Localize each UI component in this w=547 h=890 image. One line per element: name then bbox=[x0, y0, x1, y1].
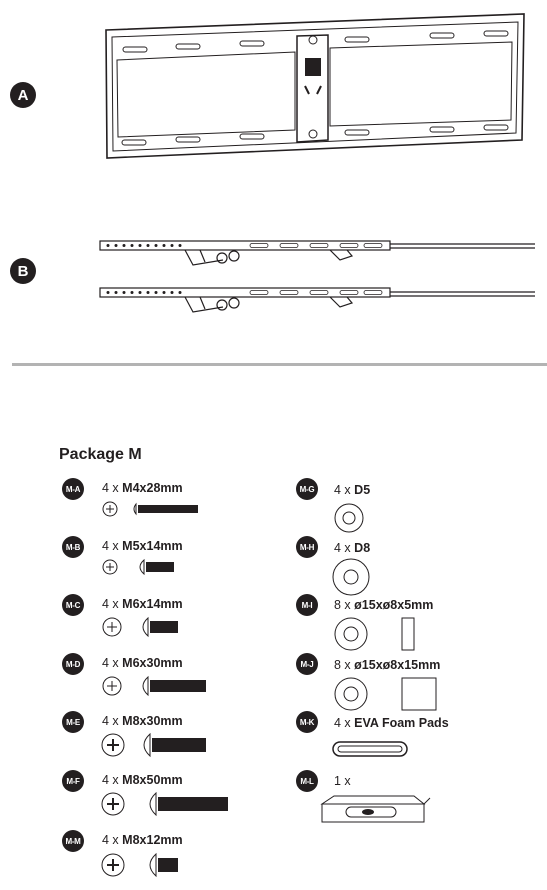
screw-mf-icon bbox=[100, 791, 230, 819]
part-label-ml: 1 x bbox=[334, 774, 351, 788]
part-label-me: 4 x M8x30mm bbox=[102, 714, 183, 728]
part-badge-mi: M-I bbox=[296, 594, 318, 616]
screw-mb-icon bbox=[100, 558, 210, 580]
package-title: Package M bbox=[59, 446, 142, 463]
part-label-mh: 4 x D8 bbox=[334, 541, 371, 555]
part-label-mg: 4 x D5 bbox=[334, 483, 371, 497]
spirit-level-ml-icon bbox=[322, 792, 432, 828]
part-label-mi: 8 x ø15xø8x5mm bbox=[334, 598, 434, 612]
section-divider bbox=[12, 363, 547, 366]
part-badge-me: M-E bbox=[62, 711, 84, 733]
part-badge-mb: M-B bbox=[62, 536, 84, 558]
part-badge-mj: M-J bbox=[296, 653, 318, 675]
part-badge-mm: M-M bbox=[62, 830, 84, 852]
part-label-ma: 4 x M4x28mm bbox=[102, 481, 183, 495]
spacer-mi-icon bbox=[334, 617, 424, 653]
part-badge-ml: M-L bbox=[296, 770, 318, 792]
part-badge-ma: M-A bbox=[62, 478, 84, 500]
part-badge-md: M-D bbox=[62, 653, 84, 675]
part-badge-mf: M-F bbox=[62, 770, 84, 792]
part-label-md: 4 x M6x30mm bbox=[102, 656, 183, 670]
part-label-mk: 4 x EVA Foam Pads bbox=[334, 716, 449, 730]
section-b-badge: B bbox=[10, 258, 36, 284]
washer-mg-icon bbox=[334, 503, 364, 533]
part-badge-mh: M-H bbox=[296, 536, 318, 558]
washer-mh-icon bbox=[332, 558, 372, 598]
section-a-badge: A bbox=[10, 82, 36, 108]
part-badge-mk: M-K bbox=[296, 711, 318, 733]
screw-mc-icon bbox=[100, 616, 210, 640]
screw-me-icon bbox=[100, 732, 220, 760]
part-label-mb: 4 x M5x14mm bbox=[102, 539, 183, 553]
wall-plate-illustration bbox=[0, 0, 547, 170]
spacer-mj-icon bbox=[334, 677, 444, 713]
bracket-arms-illustration bbox=[0, 220, 547, 330]
foam-pad-mk-icon bbox=[332, 740, 412, 760]
screw-md-icon bbox=[100, 675, 220, 699]
part-label-mf: 4 x M8x50mm bbox=[102, 773, 183, 787]
screw-mm-icon bbox=[100, 852, 210, 880]
screw-ma-icon bbox=[100, 500, 210, 520]
part-label-mm: 4 x M8x12mm bbox=[102, 833, 183, 847]
part-badge-mg: M-G bbox=[296, 478, 318, 500]
part-label-mc: 4 x M6x14mm bbox=[102, 597, 183, 611]
part-badge-mc: M-C bbox=[62, 594, 84, 616]
part-label-mj: 8 x ø15xø8x15mm bbox=[334, 658, 441, 672]
